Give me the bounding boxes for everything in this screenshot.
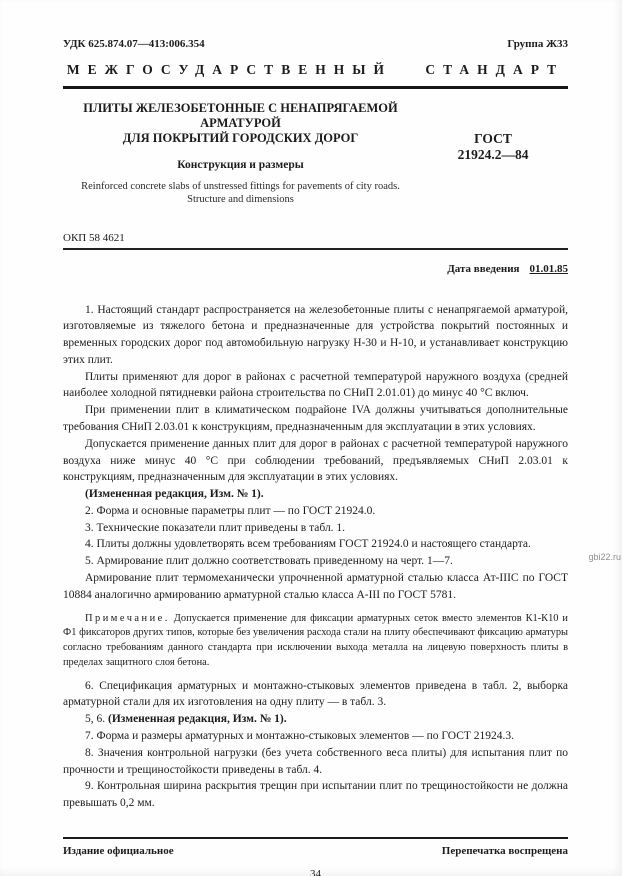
document-body [63, 302, 568, 812]
paragraph-7: 4. Плиты должны удовлетворять всем требованиям ГОСТ 21924.0 и настоящего стандарта. [85, 538, 531, 551]
title-block [63, 101, 568, 206]
footer-official-edition: Издание официальное [63, 844, 174, 857]
footer-divider [63, 837, 568, 839]
group-code: Группа Ж33 [507, 38, 568, 50]
note-text: Допускается применение для фиксации арматурных сеток вместо элементов К1-К10 и Ф1 фиксаторов других типов, которые без увеличения расхода стали на плиту обеспечивают фиксацию арматуры согласно требованиям данного стандарта при исключении выхода металла на лицевую поверхность плиты в пределах защитного слоя бетона. [63, 612, 568, 668]
document-title-line1: ПЛИТЫ ЖЕЛЕЗОБЕТОННЫЕ С НЕНАПРЯГАЕМОЙ АРМАТУРОЙ [83, 100, 398, 130]
paragraph-6: 3. Технические показатели плит приведены в табл. 1. [85, 521, 346, 534]
header-row [63, 38, 568, 50]
paragraph-10: 6. Спецификация арматурных и монтажно-стыковых элементов приведена в табл. 2, выборка арматурной стали для их изготовления на одну плиту — в табл. 3. [63, 679, 568, 709]
amendment-note-2-prefix: 5, 6. [85, 713, 108, 726]
udk-code: УДК 625.874.07—413:006.354 [63, 38, 205, 50]
note-label: Примечание. [85, 612, 170, 624]
amendment-note-2 [63, 711, 568, 728]
document-title-line2: ДЛЯ ПОКРЫТИЙ ГОРОДСКИХ ДОРОГ [122, 130, 359, 145]
paragraph-2: Плиты применяют для дорог в районах с расчетной температурой наружного воздуха (средней наиболее холодной пятидневки района строительства по СНиП 2.01.01) до минус 40 °С включ. [63, 370, 568, 400]
paragraph-13: 9. Контрольная ширина раскрытия трещин при испытании плит по трещиностойкости не должна превышать 0,2 мм. [63, 780, 568, 810]
header-divider [63, 86, 568, 89]
document-title-english-line1: Reinforced concrete slabs of unstressed fittings for pavements of city roads. [81, 180, 400, 192]
okp-code: ОКП 58 4621 [63, 231, 125, 244]
gost-label: ГОСТ [474, 130, 512, 146]
paragraph-12: 8. Значения контрольной нагрузки (без учета собственного веса плиты) для испытания плит по прочности и трещиностойкости приведены в табл. 4. [63, 746, 568, 776]
paragraph-5: 2. Форма и основные параметры плит — по ГОСТ 21924.0. [85, 504, 376, 517]
paragraph-1: 1. Настоящий стандарт распространяется на железобетонные плиты с ненапрягаемой арматурой, изготовляемые из тяжелого бетона и предназначенные для устройства покрытий постоянных и временных городских дорог под автомобильную нагрузку Н-30 и Н-10, и устанавливает конструкцию этих плит. [63, 303, 568, 366]
title-left-column [63, 101, 418, 206]
footer-reprint-notice: Перепечатка воспрещена [441, 844, 568, 857]
okp-divider [63, 248, 568, 250]
gost-number: 21924.2—84 [457, 147, 529, 163]
paragraph-9: Армирование плит термомеханически упрочненной арматурной сталью класса Ат-IIIC по ГОСТ 10884 аналогично армированию арматурной сталью класса А-III по ГОСТ 5781. [63, 572, 568, 601]
introduction-date-value: 01.01.85 [529, 262, 568, 275]
document-title-english-line2: Structure and dimensions [187, 193, 294, 205]
document-subtitle: Конструкция и размеры [177, 158, 304, 171]
document-title-english [63, 180, 418, 206]
amendment-note-1: (Измененная редакция, Изм. № 1). [85, 488, 264, 501]
footer-row [63, 845, 568, 857]
note-paragraph [63, 612, 568, 671]
document-title [63, 101, 418, 146]
paragraph-4: Допускается применение данных плит для дорог в районах с расчетной температурой наружного воздуха ниже минус 40 °С при соблюдении требований, предъявляемых СНиП 2.03.01 к конструкциям, предназначенным для эксплуатации в этих условиях. [63, 437, 568, 484]
amendment-note-2-text: (Измененная редакция, Изм. № 1). [108, 713, 287, 726]
paragraph-3: При применении плит в климатическом подрайоне IVA должны учитываться дополнительные требования СНиП 2.03.01 к конструкциям, предназначенным для эксплуатации в этих условиях. [63, 404, 568, 434]
gost-number-block [418, 101, 568, 206]
introduction-date-line [63, 263, 568, 275]
paragraph-8: 5. Армирование плит должно соответствовать приведенному на черт. 1—7. [85, 555, 453, 568]
introduction-date-label: Дата введения [447, 262, 520, 275]
watermark-text: gbi22.ru [588, 552, 621, 562]
page-number: 34 [310, 867, 321, 876]
standard-type-heading: МЕЖГОСУДАРСТВЕННЫЙ СТАНДАРТ [66, 62, 565, 77]
paragraph-11: 7. Форма и размеры арматурных и монтажно-стыковых элементов — по ГОСТ 21924.3. [85, 730, 515, 743]
